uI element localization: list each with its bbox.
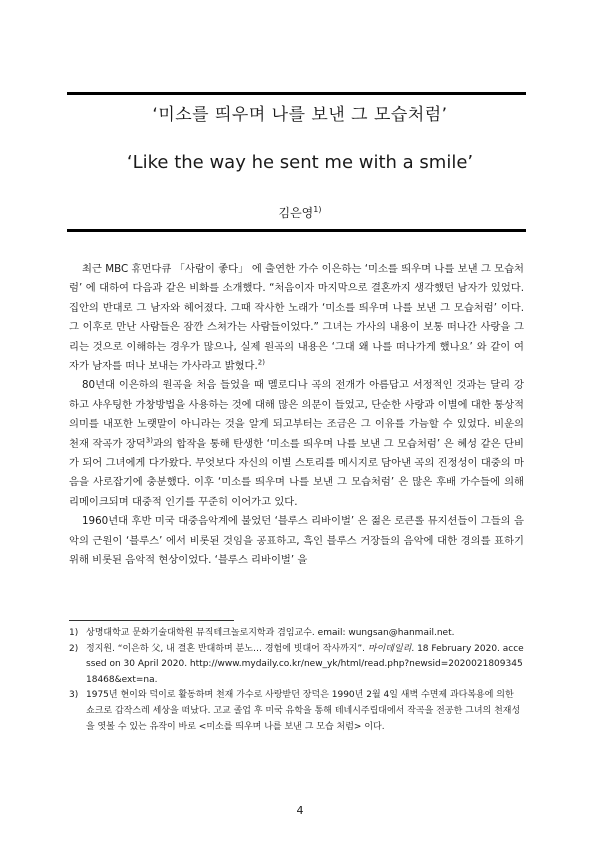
- footnote-number: 3): [69, 690, 79, 701]
- footnote-text-a: 정지원. “이은하 父, 내 결혼 반대하며 분노… 경험에 빗대어 작사까지”.: [86, 643, 368, 654]
- footnote-separator: [69, 620, 234, 621]
- footnote-2: [69, 642, 524, 689]
- footnote-text: [86, 642, 524, 689]
- paragraph-2-text-a: 80년대 이은하의 원곡을 처음 들었을 때 멜로디나 곡의 전개가 아름답고 서정적인 것과는 달리 강하고 샤우팅한 가창방법을 사용하는 것에 대해 많은 의문이 들었고, 단순한 사랑과 이별에 대한 통상적 의미를 내포한 노랫말이 아니라는 것을 알게 되고부터는 조금은 그 이유를 가늠할 수 있었다. 비운의 천재 작곡가 장덕: [69, 379, 524, 450]
- footnote-text-b: . 18 February 2020. accessed on 30 April 2020. http://www.mydaily.co.kr/new_yk/html/read.php?newsid=202002180934518468&ext=na.: [86, 643, 524, 685]
- footnote-text: 1975년 현이와 덕이로 활동하며 천재 가수로 사랑받던 장덕은 1990년 2월 4일 새벽 수면제 과다복용에 의한 쇼크로 갑작스레 세상을 떠났다. 고교 졸업 후 미국 유학을 통해 테네시주립대에서 작곡을 전공한 그녀의 천재성을 엿볼 수 있는 유작이 바로 <미소를 띄우며 나를 보낸 그 모습 처럼> 이다.: [86, 690, 521, 732]
- paragraph-2-text-b: 과의 합작을 통해 탄생한 ‘미소를 띄우며 나를 보낸 그 모습처럼’ 은 혜성 같은 단비가 되어 그녀에게 다가왔다. 무엇보다 자신의 이별 스토리를 메시지로 담아낸 곡의 진정성이 대중의 마음을 사로잡기에 충분했다. 이후 ‘미소를 띄우며 나를 보낸 그 모습처럼’ 은 많은 후배 가수들에 의해 리메이크되며 대중적 인기를 꾸준히 이어가고 있다.: [69, 437, 524, 508]
- paragraph-3: 1960년대 후반 미국 대중음악계에 불었던 ‘블루스 리바이벌’ 은 젊은 로큰롤 뮤지션들이 그들의 음악의 근원이 ‘블루스’ 에서 비롯된 것임을 공표하고, 흑인 블루스 거장들의 음악에 대한 경의를 표하기 위해 비롯된 음악적 현상이었다. ‘블루스 리바이벌’ 을: [69, 515, 524, 567]
- footnote-number: 1): [69, 628, 79, 638]
- footnote-ref-2: 2): [257, 358, 265, 367]
- english-title: ‘Like the way he sent me with a smile’: [126, 152, 474, 173]
- page-number: 4: [296, 804, 304, 817]
- paragraph-1: [69, 260, 524, 376]
- title-bottom-rule: [67, 229, 526, 232]
- footnote-source: 마이데일리: [367, 643, 412, 654]
- footnote-1: [69, 626, 524, 642]
- korean-title: ‘미소를 띄우며 나를 보낸 그 모습처럼’: [152, 105, 448, 125]
- title-top-rule: [67, 92, 526, 95]
- footnotes: [69, 626, 524, 735]
- author-name: 김은영: [278, 206, 314, 220]
- paragraph-1-text: 최근 MBC 휴먼다큐 「사람이 좋다」 에 출연한 가수 이은하는 ‘미소를 띄우며 나를 보낸 그 모습처럼’ 에 대하여 다음과 같은 비화를 소개했다. “처음이자 마지막으로 결혼까지 생각했던 남자가 있었다. 집안의 반대로 그 남자와 헤어졌다. 그때 작사한 노래가 ‘미소를 띄우며 나를 보낸 그 모습처럼’ 이다. 그 이후로 만난 사람들은 잠깐 스쳐가는 사람들이었다.” 그녀는 가사의 내용이 보통 떠나간 사랑을 그리는 것으로 이해하는 경우가 많으나, 실제 원곡의 내용은 ‘그대 왜 나를 떠나가게 했나요’ 와 같이 여자가 남자를 떠나 보내는 가사라고 밝혔다.: [69, 263, 524, 373]
- author-footnote-mark: 1): [313, 205, 322, 214]
- paragraph-2: [69, 376, 524, 512]
- body-text: [69, 260, 524, 571]
- footnote-text: 상명대학교 문화기술대학원 뮤직테크놀로지학과 겸임교수. email: wungsan@hanmail.net.: [86, 628, 455, 638]
- footnote-3: [69, 688, 524, 735]
- footnote-number: 2): [69, 643, 79, 654]
- footnote-ref-3: 3): [145, 436, 153, 445]
- author: [0, 204, 600, 221]
